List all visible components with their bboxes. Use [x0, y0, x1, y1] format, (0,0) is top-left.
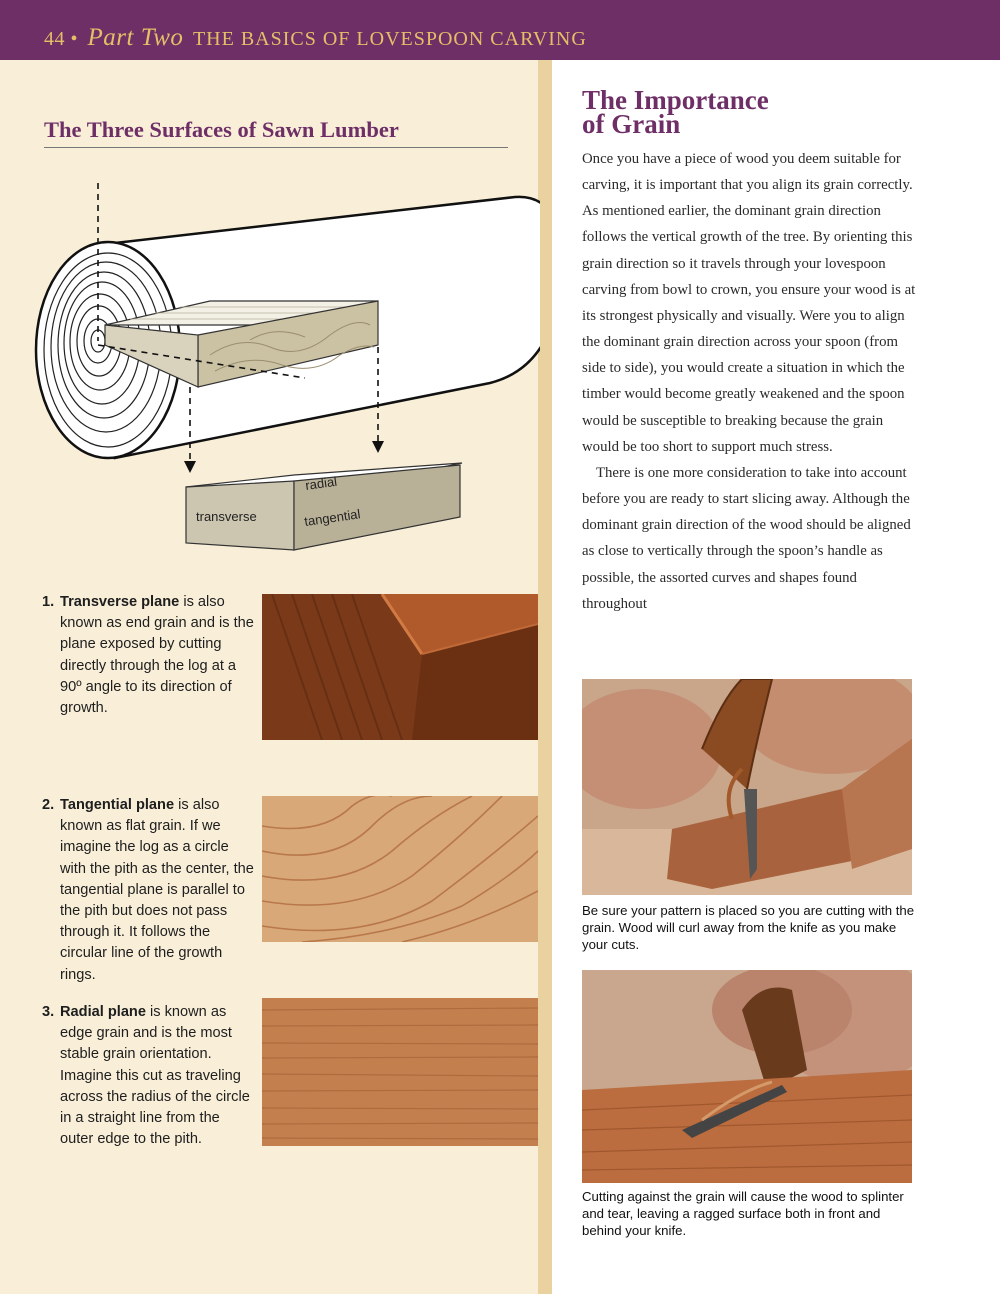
book-title: THE BASICS OF LOVESPOON CARVING [192, 28, 587, 50]
plane-item-transverse [42, 592, 256, 719]
paragraph: Once you have a piece of wood you deem suitable for carving, it is important that you align its grain correctly. As mentioned earlier, the dominant grain direction follows the vertical growth of the tree. By orienting this grain direction so it travels through your lovespoon carving from bowl to crown, you ensure your wood is at its strongest physically and visually. Were you to align the dominant grain direction across your spoon (from side to side), you would create a situation in which the timber would become greatly weakened and the spoon would be susceptible to breaking because the grain would be too short to support much stress. [582, 151, 916, 455]
item-lead: Radial plane [60, 1004, 146, 1020]
plane-item-tangential [42, 795, 256, 986]
item-lead: Transverse plane [60, 594, 180, 610]
carving-against-grain-photo [582, 970, 912, 1183]
log-diagram [20, 175, 540, 560]
article-title-line-2: of Grain [582, 109, 681, 139]
column-divider [538, 60, 552, 1294]
sidebar-title: The Three Surfaces of Sawn Lumber [44, 117, 399, 142]
photo-caption: Cutting against the grain will cause the wood to splinter and tear, leaving a ragged surface both in front and behind your knife. [582, 1189, 904, 1238]
paragraph: There is one more consideration to take into account before you are ready to start slicing away. Although the dominant grain direction of the wood should be aligned as close to vertically through the spoon’s handle as possible, the assorted curves and shapes found throughout [582, 464, 911, 612]
label-transverse: transverse [196, 509, 257, 524]
article-title [582, 85, 769, 139]
tangential-wood-photo [262, 796, 538, 942]
radial-wood-photo [262, 998, 538, 1146]
transverse-wood-photo [262, 594, 538, 740]
label-radial: radial [304, 473, 338, 493]
item-text: is also known as flat grain. If we imagine the log as a circle with the pith as the center, the tangential plane is parallel to the pith but does not pass through it. It follows the circular line of the growth rings. [60, 797, 254, 983]
arrow-down-left [184, 461, 196, 473]
photo-caption: Be sure your pattern is placed so you are cutting with the grain. Wood will curl away from the knife as you make your cuts. [582, 903, 915, 952]
item-number: 3. [42, 1004, 55, 1020]
article-title-line-1: The Importance [582, 85, 769, 115]
part-label: Part Two [87, 24, 184, 51]
article-body [582, 146, 922, 617]
title-rule [44, 147, 508, 148]
header-bullet: • [70, 28, 79, 50]
carving-with-grain-photo [582, 679, 912, 895]
arrow-down-right [372, 441, 384, 453]
item-number: 2. [42, 797, 55, 813]
label-tangential: tangential [303, 506, 362, 529]
plane-item-radial [42, 1002, 256, 1150]
page-number: 44 [44, 28, 65, 50]
item-lead: Tangential plane [60, 797, 175, 813]
item-text: is also known as end grain and is the plane exposed by cutting directly through the log at a 90º angle to its direction of growth. [60, 594, 254, 717]
item-number: 1. [42, 594, 55, 610]
running-head [44, 24, 587, 52]
item-text: is known as edge grain and is the most stable grain orientation. Imagine this cut as traveling across the radius of the circle in a straight line from the outer edge to the pith. [60, 1004, 250, 1148]
